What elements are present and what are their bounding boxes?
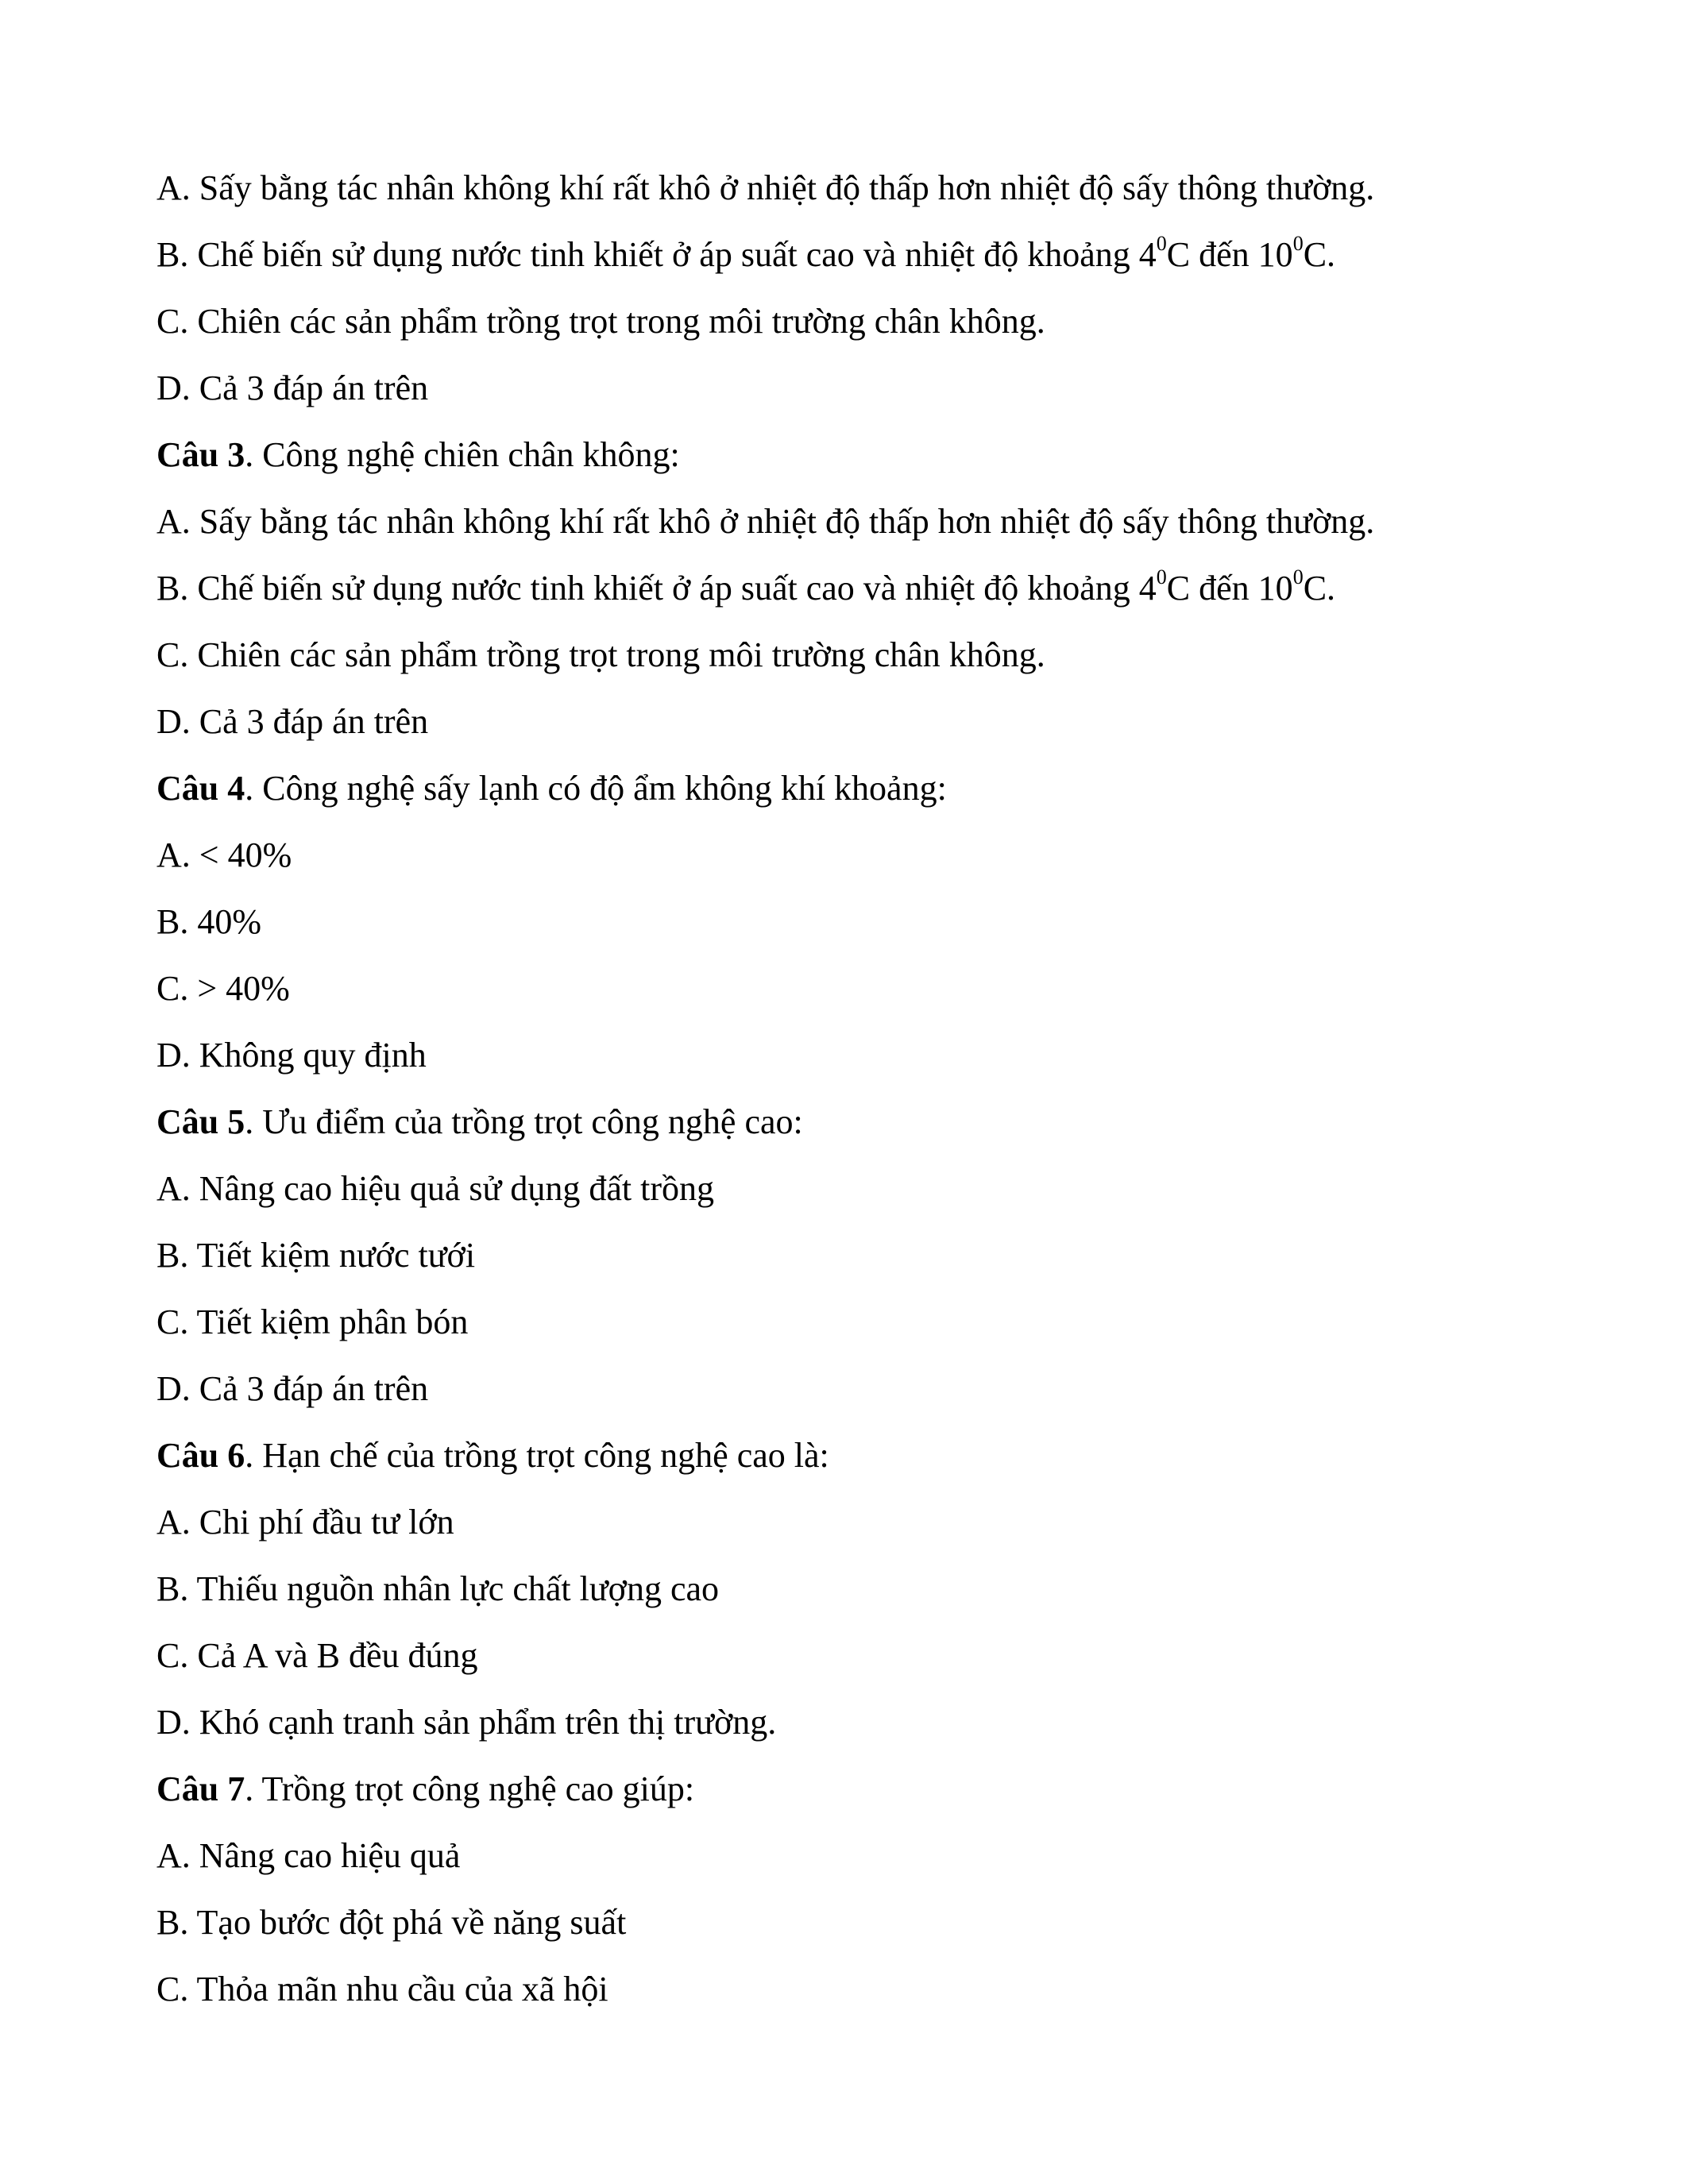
question-4-title: Câu 4. Công nghệ sấy lạnh có độ ẩm không khí khoảng: xyxy=(156,769,947,808)
question-3-title: Câu 3. Công nghệ chiên chân không: xyxy=(156,435,680,474)
question-7-label: Câu 7 xyxy=(156,1769,245,1808)
q6-option-c: C. Cả A và B đều đúng xyxy=(156,1636,478,1675)
question-4-label: Câu 4 xyxy=(156,769,245,808)
q5-option-a: A. Nâng cao hiệu quả sử dụng đất trồng xyxy=(156,1169,715,1208)
q3-option-d: D. Cả 3 đáp án trên xyxy=(156,702,429,741)
q4-option-a: A. < 40% xyxy=(156,835,292,874)
q7-option-b: B. Tạo bước đột phá về năng suất xyxy=(156,1903,627,1942)
q5-option-b: B. Tiết kiệm nước tưới xyxy=(156,1236,476,1275)
q2-option-a: A. Sấy bằng tác nhân không khí rất khô ở nhiệt độ thấp hơn nhiệt độ sấy thông thường. xyxy=(156,168,1375,207)
q2-option-b: B. Chế biến sử dụng nước tinh khiết ở áp suất cao và nhiệt độ khoảng $4^0C$ đến $10^0C$. xyxy=(156,232,1336,274)
question-6-title: Câu 6. Hạn chế của trồng trọt công nghệ cao là: xyxy=(156,1436,829,1475)
question-6-label: Câu 6 xyxy=(156,1436,245,1475)
question-5-title: Câu 5. Ưu điểm của trồng trọt công nghệ cao: xyxy=(156,1102,803,1141)
q5-option-d: D. Cả 3 đáp án trên xyxy=(156,1369,429,1408)
q4-option-c: C. > 40% xyxy=(156,969,290,1008)
q2-option-d: D. Cả 3 đáp án trên xyxy=(156,369,429,407)
question-5-label: Câu 5 xyxy=(156,1102,245,1141)
q6-option-b: B. Thiếu nguồn nhân lực chất lượng cao xyxy=(156,1569,719,1608)
q7-option-c: C. Thỏa mãn nhu cầu của xã hội xyxy=(156,1970,608,2008)
q3-option-c: C. Chiên các sản phẩm trồng trọt trong môi trường chân không. xyxy=(156,635,1045,674)
q6-option-d: D. Khó cạnh tranh sản phẩm trên thị trường. xyxy=(156,1703,777,1742)
q5-option-c: C. Tiết kiệm phân bón xyxy=(156,1302,469,1341)
q4-option-b: B. 40% xyxy=(156,902,261,941)
question-7-title: Câu 7. Trồng trọt công nghệ cao giúp: xyxy=(156,1769,695,1808)
q4-option-d: D. Không quy định xyxy=(156,1036,427,1075)
question-list xyxy=(156,155,1570,2023)
q6-option-a: A. Chi phí đầu tư lớn xyxy=(156,1503,454,1542)
question-3-label: Câu 3 xyxy=(156,435,245,474)
q7-option-a: A. Nâng cao hiệu quả xyxy=(156,1836,461,1875)
q3-option-b: B. Chế biến sử dụng nước tinh khiết ở áp suất cao và nhiệt độ khoảng $4^0C$ đến $10^0C$. xyxy=(156,565,1336,608)
q2-option-c: C. Chiên các sản phẩm trồng trọt trong môi trường chân không. xyxy=(156,302,1045,341)
q3-option-a: A. Sấy bằng tác nhân không khí rất khô ở nhiệt độ thấp hơn nhiệt độ sấy thông thường. xyxy=(156,502,1375,541)
